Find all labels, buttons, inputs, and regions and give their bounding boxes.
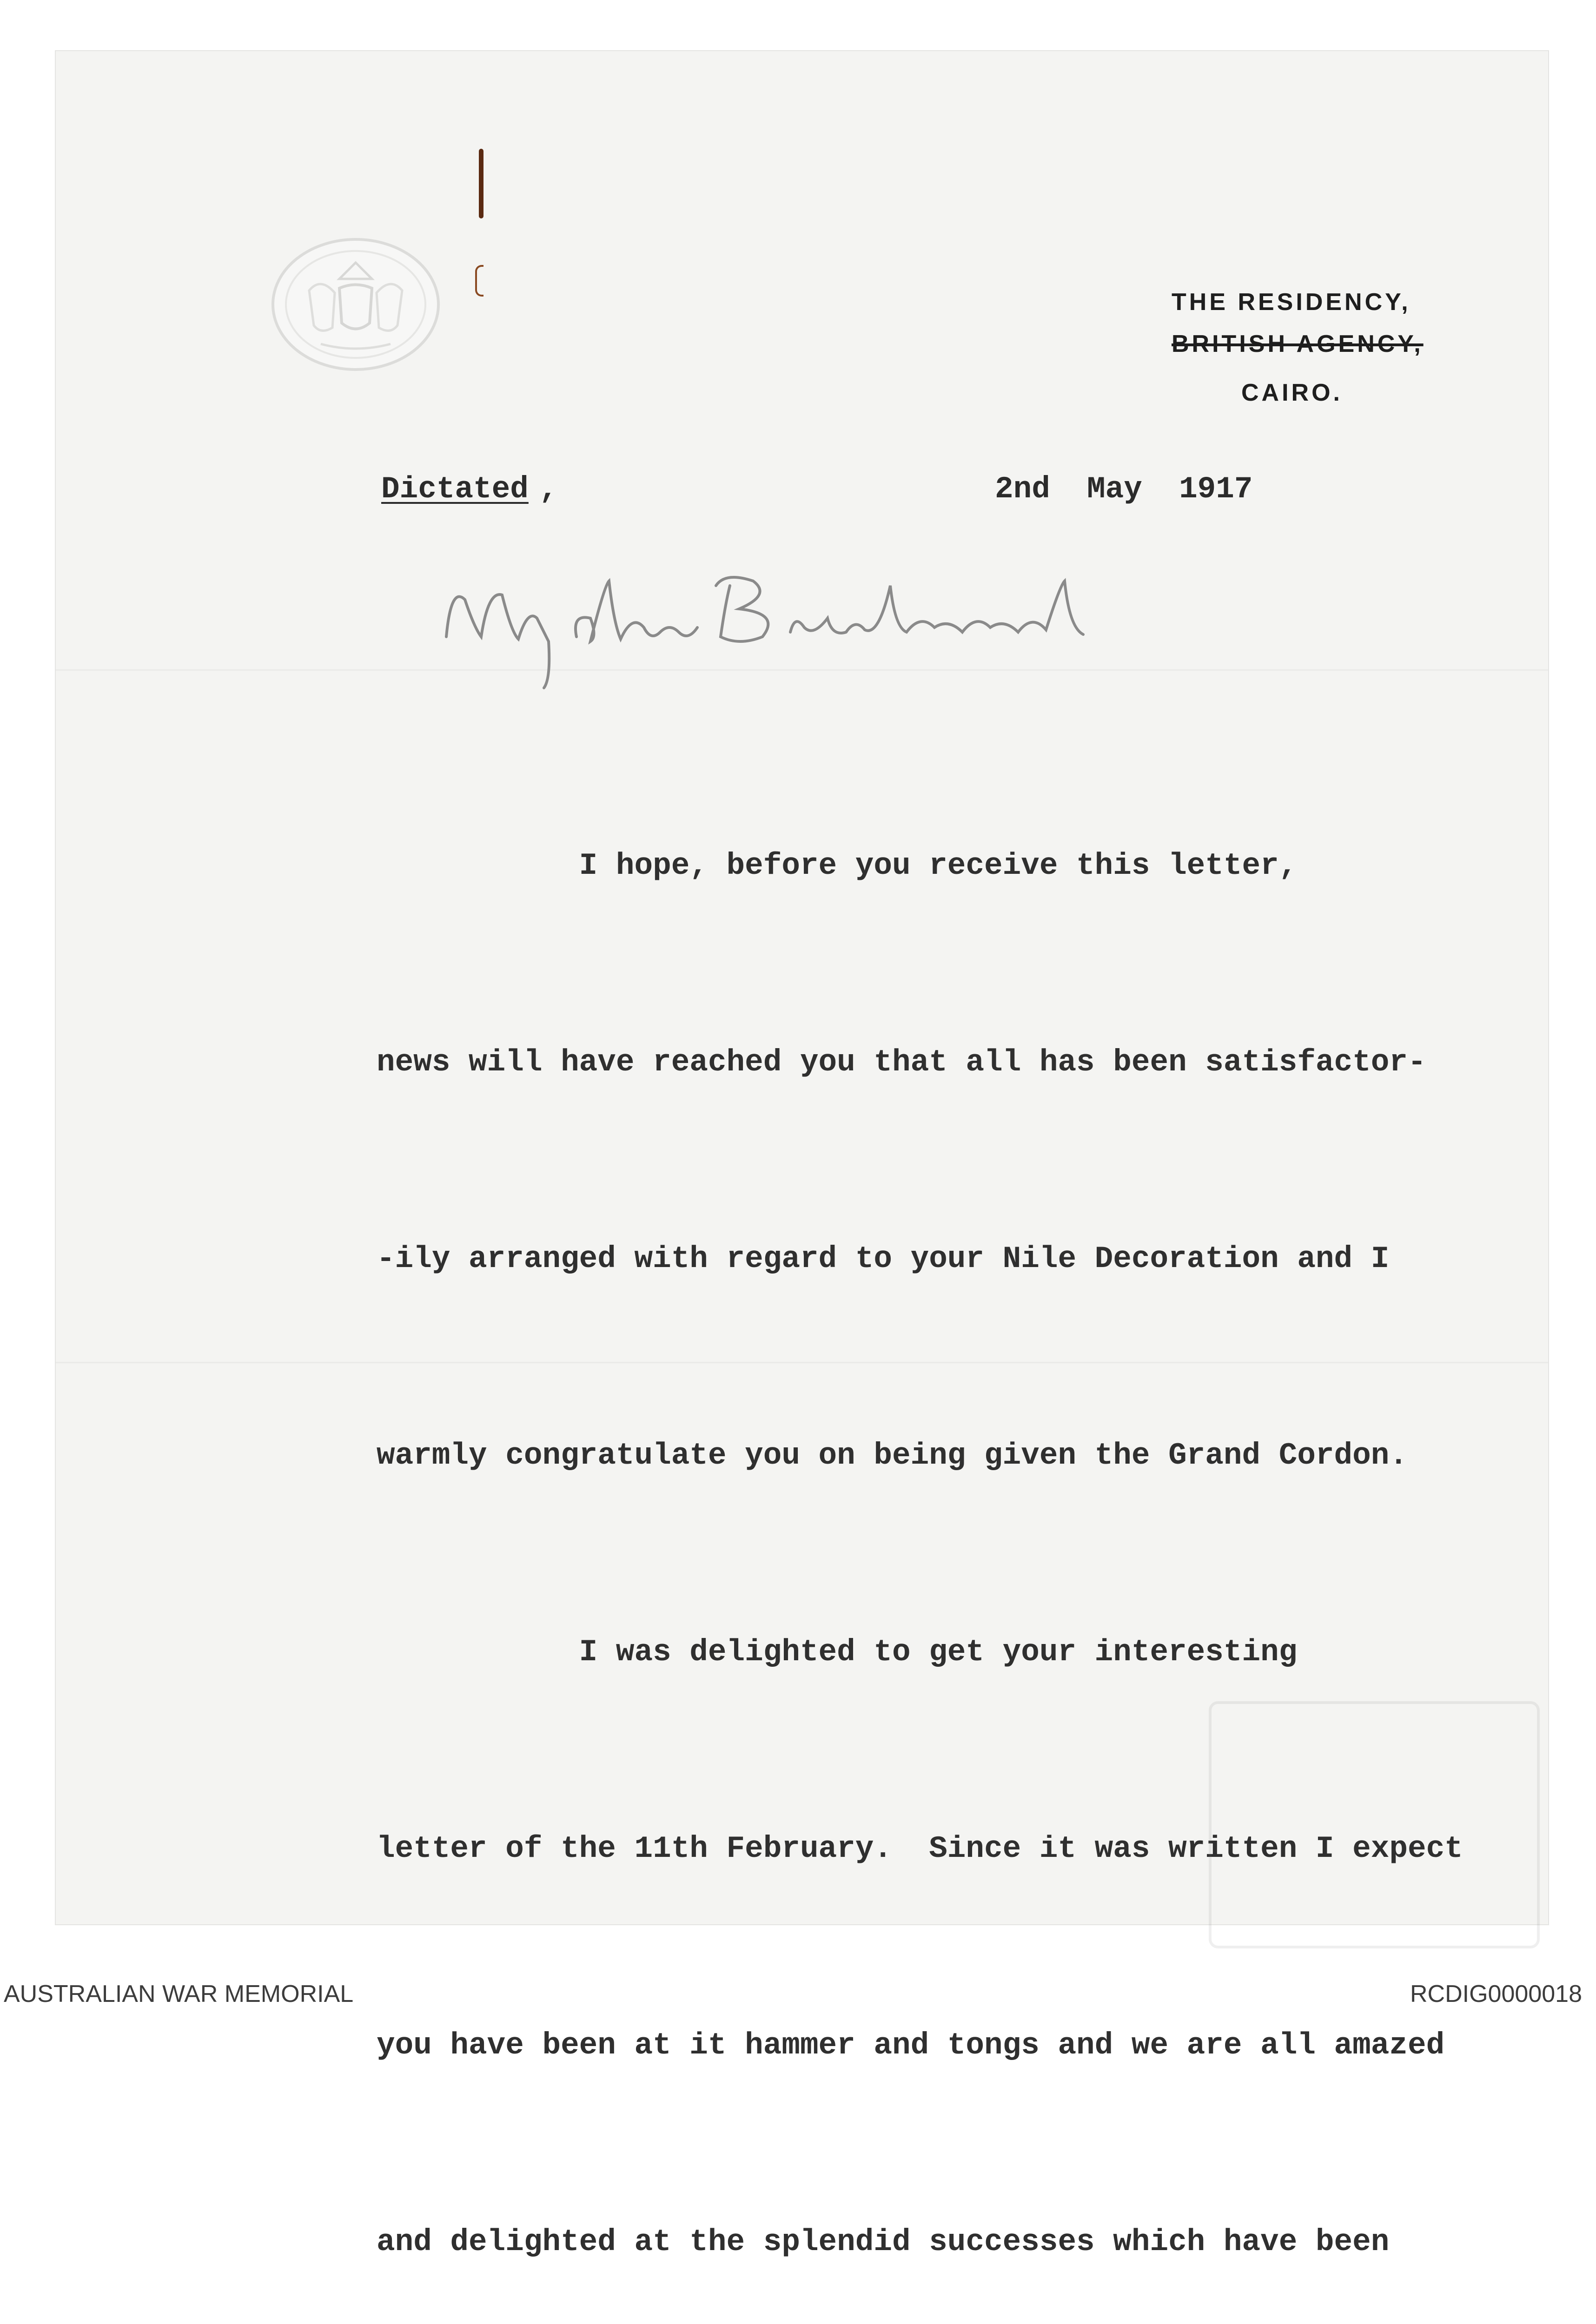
body-line: warmly congratulate you on being given the Grand Cordon. [377,1438,1408,1473]
body-line: letter of the 11th February. Since it was written I expect [377,1831,1463,1866]
body-line: you have been at it hammer and tongs and we are all amazed [377,2028,1445,2063]
letterhead-residency: THE RESIDENCY, [1172,289,1411,316]
dictated-comma: , [539,472,558,507]
rust-stain-mark [475,265,483,297]
footer-archive-name: AUSTRALIAN WAR MEMORIAL [4,1981,354,2007]
letterhead-struck-agency: BRITISH AGENCY, [1172,330,1424,357]
salutation-text: My dear Birdwood [437,692,482,697]
embossed-royal-seal-icon [270,235,442,374]
body-line: news will have reached you that all has been satisfactor- [377,1045,1426,1080]
letter-date: 2nd May 1917 [995,472,1253,507]
rust-pin-mark [479,149,483,218]
body-line: I was delighted to get your interesting [377,1635,1298,1670]
body-line: -ily arranged with regard to your Nile Decoration and I [377,1241,1390,1276]
body-line: and delighted at the splendid successes which have been [377,2225,1390,2259]
footer-record-id: RCDIG0000018 [1410,1981,1582,2007]
handwritten-salutation [437,558,1237,697]
letter-body [377,702,1463,2324]
body-line: I hope, before you receive this letter, [377,848,1298,883]
faint-bleed-through-stamp [1209,1701,1540,1948]
dictated-label: Dictated [381,472,529,507]
letterhead-city: CAIRO. [1241,379,1343,406]
